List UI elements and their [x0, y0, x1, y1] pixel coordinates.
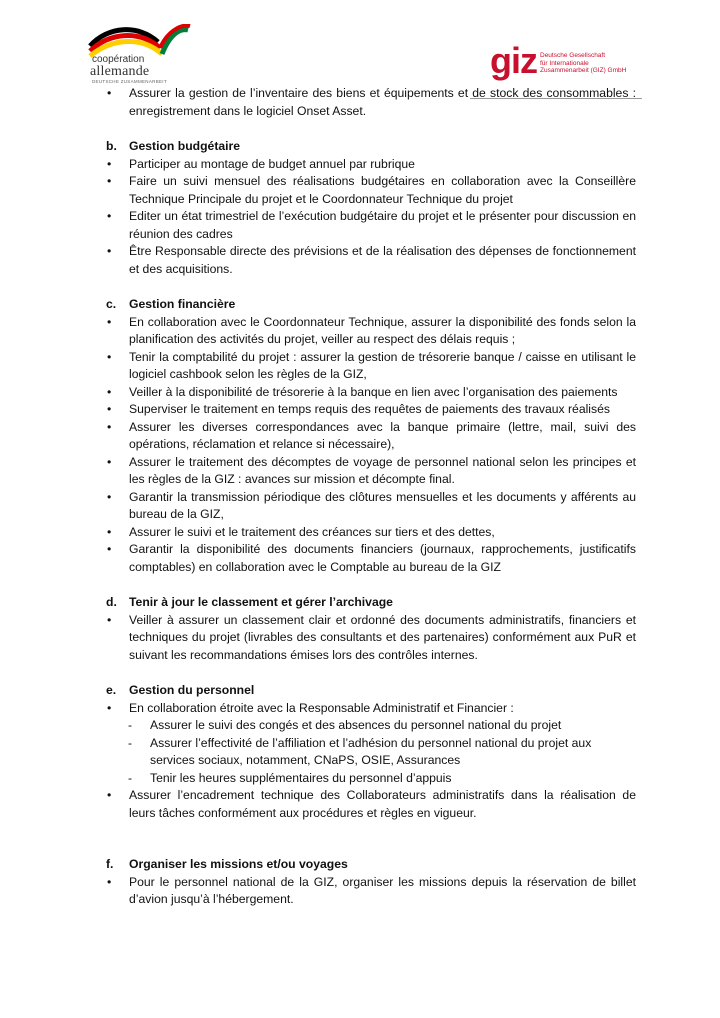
- section-heading-f: [106, 856, 636, 874]
- list-item: [106, 700, 636, 718]
- list-item-text: Participer au montage de budget annuel par rubrique: [129, 156, 415, 171]
- section-b-list: [106, 156, 636, 279]
- giz-name-line-1: Deutsche Gesellschaft: [540, 52, 606, 59]
- section-f-list: [106, 874, 636, 909]
- section-letter: c.: [106, 297, 117, 311]
- section-title: Organiser les missions et/ou voyages: [129, 857, 348, 871]
- list-item-text: En collaboration avec le Coordonnateur Technique, assurer la disponibilité des fonds selon la planification des activités du projet, veiller au respect des délais requis ;: [129, 314, 636, 346]
- section-letter: e.: [106, 683, 117, 697]
- list-item: [106, 173, 636, 208]
- section-title: Gestion du personnel: [129, 683, 255, 697]
- bullet-icon: •: [107, 419, 112, 434]
- bullet-icon: •: [107, 454, 112, 469]
- bullet-icon: •: [107, 524, 112, 539]
- giz-name-line-3: Zusammenarbeit (GIZ) GmbH: [540, 67, 627, 74]
- document-body: [106, 85, 636, 909]
- bullet-icon: •: [107, 314, 112, 329]
- list-item-text: Veiller à assurer un classement clair et ordonné des documents administratifs, financiers et techniques du projet (livrables des consultants et des partenaires) conformément aux PuR et suivant les recommandations émises lors des contrôles internes.: [129, 612, 636, 662]
- bullet-icon: •: [107, 209, 112, 223]
- list-item: [106, 419, 636, 454]
- bullet-icon: •: [107, 244, 112, 258]
- giz-wordmark: giz: [490, 40, 537, 81]
- list-item-text: Assurer l’encadrement technique des Collaborateurs administratifs dans la réalisation de leurs tâches conformément aux procédures et règles en vigueur.: [129, 788, 636, 820]
- list-item: [106, 349, 636, 384]
- list-item: [106, 314, 636, 349]
- list-item-text: Garantir la transmission périodique des clôtures mensuelles et les documents y afférents au bureau de la GIZ,: [129, 489, 636, 521]
- list-item-text: Veiller à la disponibilité de trésorerie à la banque en lien avec l’organisation des paiements: [129, 384, 618, 399]
- list-item: [106, 401, 636, 419]
- page-header: [0, 0, 720, 88]
- giz-name-line-2: für Internationale: [540, 59, 589, 67]
- bullet-icon: •: [107, 402, 112, 416]
- sublist-item-text: Assurer le suivi des congés et des absences du personnel national du projet: [150, 718, 562, 732]
- bullet-icon: •: [107, 612, 112, 627]
- section-heading-e: [106, 682, 636, 700]
- list-item: [106, 208, 636, 243]
- giz-full-name: [540, 52, 626, 75]
- bullet-icon: •: [107, 489, 112, 504]
- intro-list: [106, 85, 636, 120]
- list-item-text: Faire un suivi mensuel des réalisations budgétaires en collaboration avec la Conseillère Technique Principale du projet et le Coordonnateur Technique du projet: [129, 174, 636, 206]
- sublist-item: [106, 717, 636, 735]
- section-title: Gestion budgétaire: [129, 139, 241, 153]
- cooperation-allemande-logo: [88, 24, 198, 84]
- list-item-text: Pour le personnel national de la GIZ, organiser les missions depuis la réservation de billet d’avion jusqu’à l’hébergement.: [129, 874, 636, 906]
- giz-logo: [490, 40, 650, 84]
- list-item-text: Editer un état trimestriel de l’exécution budgétaire du projet et le présenter pour discussion en réunion des cadres: [129, 209, 636, 241]
- section-letter: f.: [106, 857, 114, 871]
- bullet-icon: •: [107, 384, 112, 399]
- section-e-list-after: [106, 787, 636, 822]
- bullet-icon: •: [107, 86, 112, 100]
- list-item-text: Assurer le traitement des décomptes de voyage de personnel national selon les principes et les règles de la GIZ : avances sur mission et décompte final.: [129, 454, 636, 486]
- list-item: [106, 243, 636, 278]
- bullet-icon: •: [107, 700, 112, 715]
- section-title: Gestion financière: [129, 297, 236, 311]
- logo-line-2: allemande: [90, 64, 150, 79]
- bullet-icon: •: [107, 349, 112, 364]
- section-letter: b.: [106, 139, 117, 153]
- sublist-item: [106, 770, 636, 788]
- section-c-list: [106, 314, 636, 577]
- section-heading-c: [106, 296, 636, 314]
- section-heading-d: [106, 594, 636, 612]
- dash-icon: -: [128, 770, 133, 785]
- list-item-text: Assurer la gestion de l’inventaire des biens et équipements et de stock des consommables : enregistrement dans le logiciel Onset Asset.: [129, 86, 636, 118]
- list-item: [106, 787, 636, 822]
- list-item: [106, 524, 636, 542]
- sublist-item-text: Tenir les heures supplémentaires du personnel d’appuis: [150, 770, 452, 785]
- list-item: [106, 489, 636, 524]
- list-item: [106, 454, 636, 489]
- list-item-text: Superviser le traitement en temps requis des requêtes de paiements des travaux réalisés: [129, 402, 610, 416]
- dash-icon: -: [128, 735, 133, 750]
- section-letter: d.: [106, 595, 117, 609]
- list-item: [106, 156, 636, 174]
- bullet-icon: •: [107, 788, 112, 802]
- list-item-text: Garantir la disponibilité des documents financiers (journaux, rapprochements, justificatifs comptables) en collaboration avec le Comptable au bureau de la GIZ: [129, 542, 636, 574]
- section-e-sublist: [106, 717, 636, 787]
- list-item-text: Tenir la comptabilité du projet : assurer la gestion de trésorerie banque / caisse en utilisant le logiciel cashbook selon les règles de la GIZ,: [129, 349, 636, 381]
- bullet-icon: •: [107, 174, 112, 188]
- sublist-item-text: Assurer l’effectivité de l’affiliation et l’adhésion du personnel national du projet aux services sociaux, notamment, CNaPS, OSIE, Assurances: [150, 735, 592, 767]
- list-item-text: Assurer le suivi et le traitement des créances sur tiers et des dettes,: [129, 524, 495, 539]
- list-item: [106, 85, 636, 120]
- logo-line-1: coopération: [92, 54, 145, 65]
- section-heading-b: [106, 138, 636, 156]
- sublist-item: [106, 735, 636, 770]
- bullet-icon: •: [107, 542, 112, 556]
- list-item-text: Être Responsable directe des prévisions et de la réalisation des dépenses de fonctionnement et des acquisitions.: [129, 244, 636, 276]
- list-item-text: Assurer les diverses correspondances avec la banque primaire (lettre, mail, suivi des opérations, réclamation et relance si nécessaire),: [129, 419, 636, 451]
- bullet-icon: •: [107, 874, 112, 889]
- section-title: Tenir à jour le classement et gérer l’archivage: [129, 595, 393, 609]
- bullet-icon: •: [107, 156, 112, 171]
- dash-icon: -: [128, 718, 133, 732]
- list-item: [106, 384, 636, 402]
- list-item: [106, 541, 636, 576]
- logo-line-3: DEUTSCHE ZUSAMMENARBEIT: [92, 79, 167, 84]
- list-item: [106, 612, 636, 665]
- section-d-list: [106, 612, 636, 665]
- list-item-text: En collaboration étroite avec la Responsable Administratif et Financier :: [129, 700, 514, 715]
- list-item: [106, 874, 636, 909]
- section-e-list: [106, 700, 636, 718]
